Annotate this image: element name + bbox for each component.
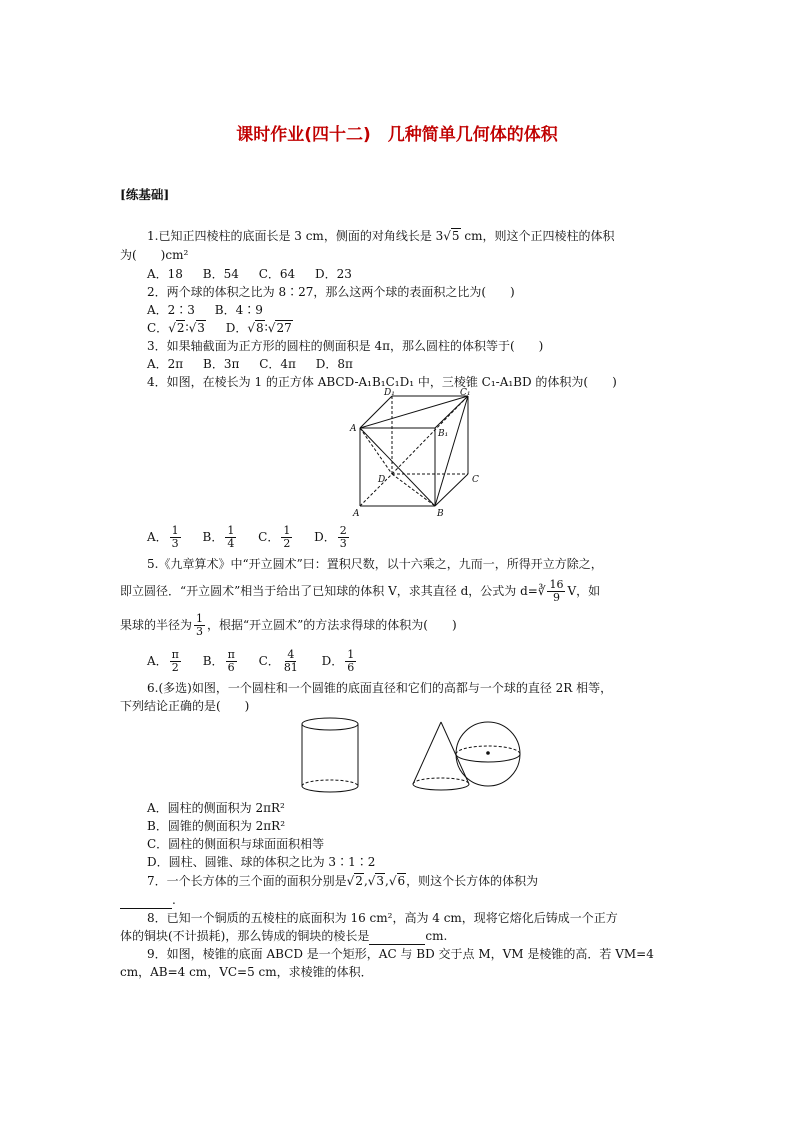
- label-b: B: [437, 509, 444, 518]
- q5-options: [147, 648, 374, 674]
- label-d1: D₁: [384, 388, 395, 398]
- q4-options: [147, 524, 367, 550]
- q1-line1: 1.已知正四棱柱的底面长是 3 cm，侧面的对角线长是 3√5 cm，则这个正四棱柱的体积: [147, 229, 615, 243]
- q3-options: [147, 356, 369, 373]
- q8-line2: 体的铜块(不计损耗)，那么铸成的铜块的棱长是 cm.: [120, 929, 448, 943]
- q7-answer-blank: [120, 894, 172, 909]
- q8-answer-blank: [369, 930, 425, 945]
- solids-figure: [296, 714, 536, 796]
- q6-line2: 下列结论正确的是( ): [120, 699, 250, 713]
- q5-option-b: B． $\frac{\pi}{6}$: [202, 648, 235, 674]
- q2-options-ab: [147, 302, 279, 319]
- q4-option-c: C． $\frac{1}{2}$: [258, 524, 291, 550]
- label-a1: A: [350, 424, 357, 434]
- q1-options: [147, 266, 368, 283]
- q3-stem: 3．如果轴截面为正方形的圆柱的侧面积是 4π，那么圆柱的体积等于( ): [147, 339, 544, 353]
- label-c1: C₁: [460, 388, 471, 398]
- q8-line1: 8．已知一个铜质的五棱柱的底面积为 16 cm²，高为 4 cm，现将它熔化后铸成一个正方: [147, 911, 618, 925]
- label-c: C: [472, 475, 479, 485]
- q1-line2: 为( )cm²: [120, 248, 189, 262]
- q1-option-c: C．64: [258, 267, 296, 281]
- label-a: A: [353, 509, 360, 518]
- q1-option-d: D．23: [314, 267, 352, 281]
- q1-option-a: A．18: [147, 267, 183, 281]
- page-title: 课时作业(四十二) 几种简单几何体的体积: [236, 125, 558, 145]
- q5-option-a: A． $\frac{\pi}{2}$: [147, 648, 179, 674]
- q6-line1: 6.(多选)如图，一个圆柱和一个圆锥的底面直径和它们的高都与一个球的直径 2R 相等，: [147, 681, 613, 695]
- q2-option-d: D．√8∶√27: [225, 321, 292, 335]
- q3-option-d: D．8π: [315, 357, 353, 371]
- q6-option-a: A．圆柱的侧面积为 2πR²: [147, 801, 285, 815]
- q3-option-b: B．3π: [203, 357, 240, 371]
- q2-option-c: C．√2∶√3: [147, 321, 205, 335]
- q9-line1: 9．如图，棱锥的底面 ABCD 是一个矩形，AC 与 BD 交于点 M，VM 是棱锥的高．若 VM=4: [147, 947, 654, 961]
- q2-options-cd: [147, 320, 309, 337]
- label-b1: B₁: [438, 429, 449, 439]
- q7-line1: 7．一个长方体的三个面的面积分别是√2,√3,√6，则这个长方体的体积为: [147, 874, 539, 888]
- q7-answer-line: .: [120, 892, 176, 909]
- q6-option-b: B．圆锥的侧面积为 2πR²: [147, 819, 286, 833]
- q6-option-c: C．圆柱的侧面积与球面面积相等: [147, 837, 325, 851]
- q4-option-d: D． $\frac{2}{3}$: [314, 524, 347, 550]
- q9-line2: cm，AB=4 cm，VC=5 cm，求棱锥的体积．: [120, 965, 373, 979]
- q5-option-d: D． $\frac{1}{6}$: [321, 648, 355, 674]
- q5-option-c: C． $\frac{4}{81}$: [258, 648, 298, 674]
- q1-option-b: B．54: [202, 267, 239, 281]
- q3-option-c: C．4π: [259, 357, 296, 371]
- q2-stem: 2．两个球的体积之比为 8∶27，那么这两个球的表面积之比为( ): [147, 285, 515, 299]
- q1-sqrt-value: 5: [451, 229, 460, 243]
- q5-line3: 果球的半径为 $\frac{1}{3}$ ，根据“开立圆术”的方法求得球的体积为( ): [120, 612, 457, 638]
- q2-option-b: B．4∶9: [214, 303, 263, 317]
- q5-line2: 即立圆径．“开立圆术”相当于给出了已知球的体积 V，求其直径 d，公式为 d=∛ $\frac{16}{9}$ V，如: [120, 578, 601, 604]
- q4-option-b: B． $\frac{1}{4}$: [202, 524, 235, 550]
- q6-option-d: D．圆柱、圆锥、球的体积之比为 3∶1∶2: [147, 855, 376, 869]
- q4-stem: 4．如图，在棱长为 1 的正方体 ABCD-A₁B₁C₁D₁ 中，三棱锥 C₁-A₁BD 的体积为( ): [147, 375, 617, 389]
- label-d: D: [378, 475, 386, 485]
- section-heading: [练基础]: [120, 187, 170, 202]
- q2-option-a: A．2∶3: [147, 303, 195, 317]
- q3-option-a: A．2π: [147, 357, 184, 371]
- q4-option-a: A． $\frac{1}{3}$: [147, 524, 179, 550]
- q5-line1: 5.《九章算术》中“开立圆术”曰：置积尺数，以十六乘之，九而一，所得开立方除之，: [147, 557, 603, 571]
- cube-figure: [340, 386, 490, 518]
